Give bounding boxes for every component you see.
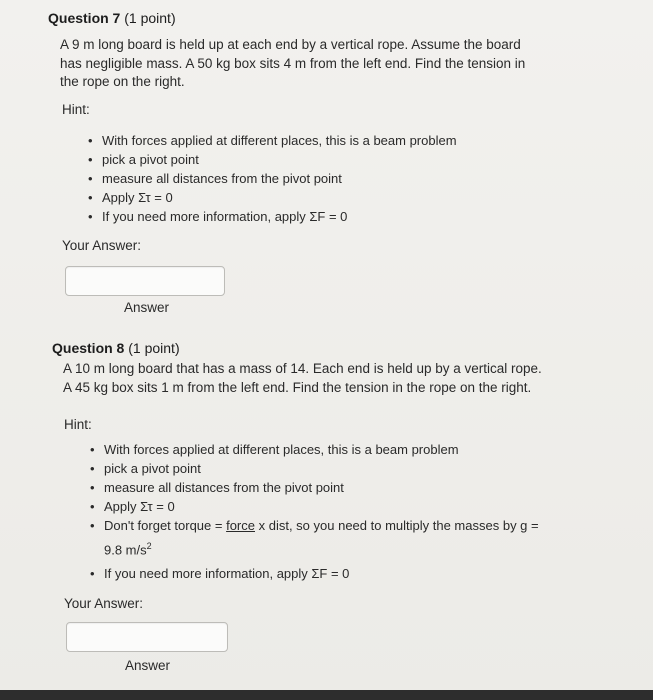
question-7-answer-input[interactable]	[66, 267, 224, 295]
question-8-your-answer-label: Your Answer:	[64, 596, 144, 611]
list-item: • pick a pivot point	[88, 152, 199, 167]
question-8-text: A 10 m long board that has a mass of 14. Each end is held up by a vertical rope. A 45 kg box sits 1 m from the left end. Find the tension in the rope on the right.	[63, 361, 542, 395]
question-7-text: A 9 m long board is held up at each end by a vertical rope. Assume the board has negligible mass. A 50 kg box sits 4 m from the left end. Find the tension in the rope on the right.	[60, 37, 526, 89]
list-item: • With forces applied at different places, this is a beam problem	[90, 442, 459, 457]
question-8-title: Question 8 (1 point)	[52, 340, 180, 356]
question-8-hint-label: Hint:	[64, 417, 92, 432]
question-7-your-answer-label: Your Answer:	[62, 238, 142, 253]
list-item: • Don't forget torque = force x dist, so you need to multiply the masses by g = 9.8 $m/s^2$	[90, 518, 539, 558]
screen-bottom-edge	[0, 690, 653, 700]
list-item: • If you need more information, apply ΣF = 0	[90, 566, 350, 582]
force-link-text: force	[226, 518, 255, 533]
list-item: • measure all distances from the pivot point	[90, 480, 344, 495]
list-item: • pick a pivot point	[90, 461, 201, 476]
list-item: • Apply Στ = 0	[90, 499, 175, 514]
question-7-title: Question 7 (1 point)	[48, 10, 176, 26]
list-item: • With forces applied at different places, this is a beam problem	[88, 133, 457, 148]
question-8-answer-label: Answer	[125, 658, 171, 673]
list-item: • If you need more information, apply ΣF = 0	[88, 209, 348, 224]
list-item: • measure all distances from the pivot point	[88, 171, 342, 186]
question-8-hint-list	[90, 440, 540, 583]
question-8-answer-input[interactable]	[67, 623, 227, 651]
list-item: • Apply Στ = 0	[88, 190, 173, 205]
question-7-answer-label: Answer	[124, 300, 170, 315]
question-7-hint-label: Hint:	[62, 102, 90, 117]
question-7-answer-box[interactable]	[65, 266, 225, 296]
question-7-hint-list	[88, 131, 568, 226]
question-8-answer-box[interactable]	[66, 622, 228, 652]
